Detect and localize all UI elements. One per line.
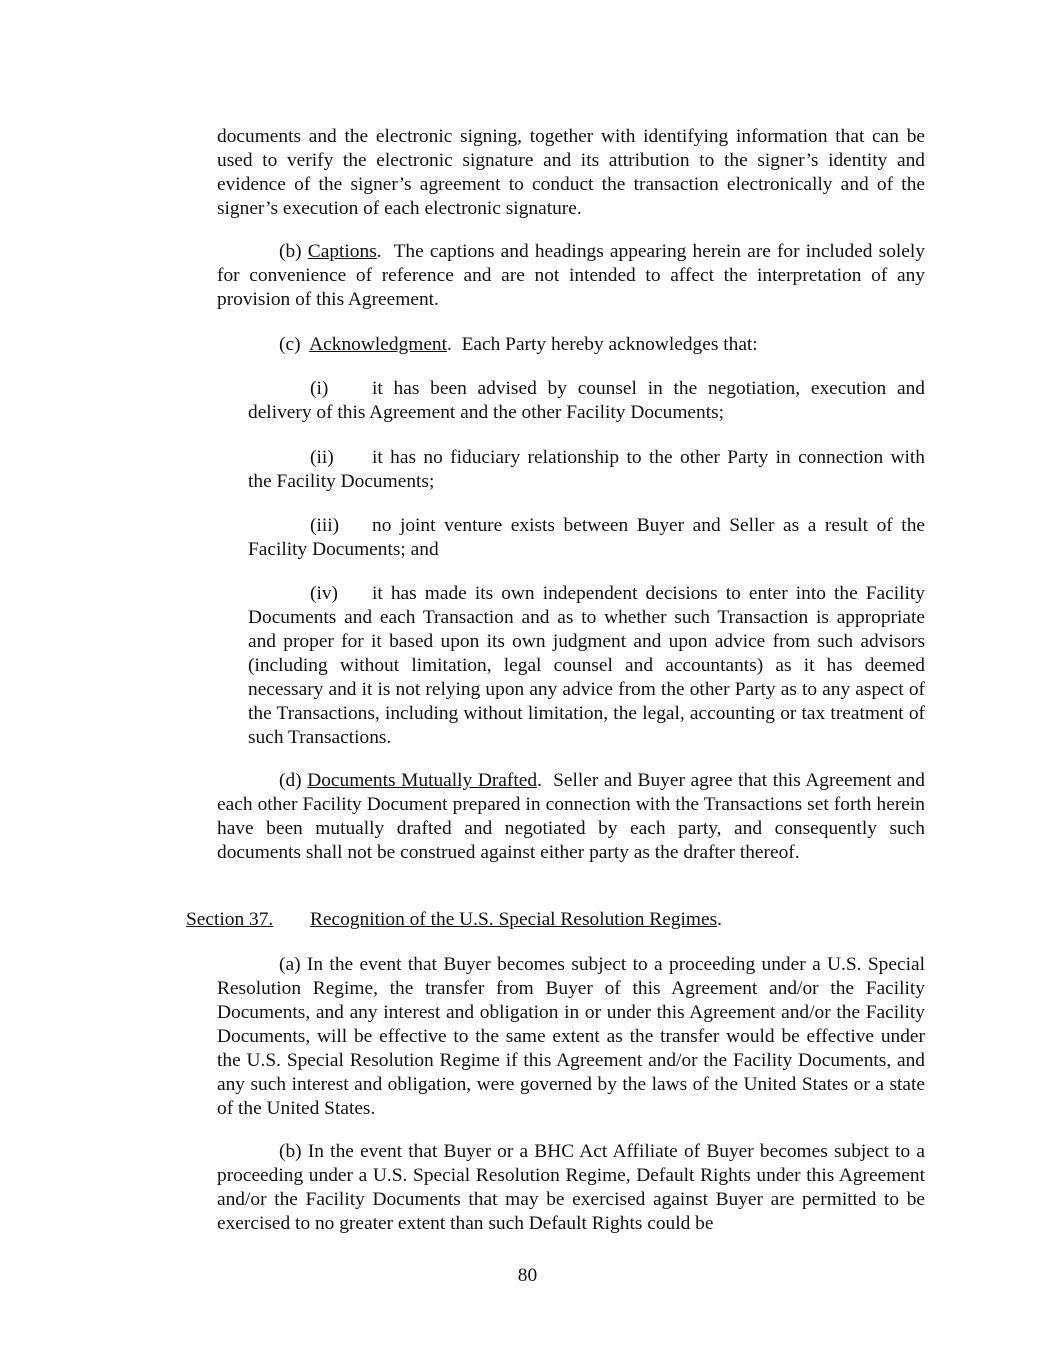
list-item-text: no joint venture exists between Buyer and Seller as a result of the Facility Documents; and	[248, 515, 925, 560]
list-item-label: (i)	[310, 378, 329, 399]
list-item-text: it has no fiduciary relationship to the other Party in connection with the Facility Documents;	[248, 447, 925, 492]
list-item-label: (iii)	[310, 515, 340, 536]
paragraph-b-captions: (b) Captions. The captions and headings appearing herein are for included solely for convenience of reference and are not intended to affect the interpretation of any provision of this Agreement.	[217, 241, 925, 310]
list-item-i	[248, 377, 925, 425]
paragraph-heading: Captions	[307, 241, 377, 262]
list-item-label: (ii)	[310, 447, 334, 468]
list-item-iii	[248, 514, 925, 562]
page-number: 80	[517, 1265, 538, 1286]
paragraph-text: documents and the electronic signing, together with identifying information that can be used to verify the electronic signature and its attribution to the signer’s identity and evidence of the signer’s agreement to conduct the transaction electronically and of the signer’s execution of each electronic signature.	[217, 126, 925, 219]
paragraph-c-acknowledgment: (c) Acknowledgment. Each Party hereby acknowledges that:	[279, 334, 758, 355]
section-paragraph-b	[217, 1140, 925, 1236]
section-paragraph-a	[217, 953, 925, 1121]
paragraph-text: In the event that Buyer becomes subject to a proceeding under a U.S. Special Resolution Regime, the transfer from Buyer of this Agreement and/or the Facility Documents, and any interest and obligation in or under this Agreement and/or the Facility Documents, will be effective to the same extent as the transfer would be effective under the U.S. Special Resolution Regime if this Agreement and/or the Facility Documents, and any such interest and obligation, were governed by the laws of the United States or a state of the United States.	[217, 954, 925, 1119]
paragraph-intro-continuation	[217, 125, 925, 221]
paragraph-label: (d)	[279, 770, 302, 791]
section-title: Recognition of the U.S. Special Resolution Regimes	[310, 909, 718, 930]
paragraph-label: (b)	[279, 241, 302, 262]
paragraph-heading: Documents Mutually Drafted	[307, 770, 538, 791]
section-number: Section 37.	[186, 909, 274, 930]
paragraph-text: Seller and Buyer agree that this Agreement and each other Facility Document prepared in connection with the Transactions set forth herein have been mutually drafted and negotiated by each party, and consequently such documents shall not be construed against either party as the drafter thereof.	[217, 770, 925, 863]
paragraph-label: (c)	[279, 334, 301, 355]
paragraph-text: The captions and headings appearing herein are for included solely for convenience of reference and are not intended to affect the interpretation of any provision of this Agreement.	[217, 241, 925, 310]
list-item-ii	[248, 446, 925, 494]
list-item-text: it has been advised by counsel in the negotiation, execution and delivery of this Agreement and the other Facility Documents;	[248, 378, 925, 423]
list-item-iv	[248, 582, 925, 750]
section-heading: Section 37. Recognition of the U.S. Special Resolution Regimes.	[186, 909, 723, 930]
paragraph-heading: Acknowledgment	[309, 334, 448, 355]
paragraph-text: Each Party hereby acknowledges that:	[461, 334, 758, 355]
paragraph-label: (b)	[279, 1141, 302, 1162]
paragraph-label: (a)	[279, 954, 301, 975]
paragraph-d-documents: (d) Documents Mutually Drafted. Seller and Buyer agree that this Agreement and each other Facility Document prepared in connection with the Transactions set forth herein have been mutually drafted and negotiated by each party, and consequently such documents shall not be construed against either party as the drafter thereof.	[217, 770, 925, 863]
list-item-text: it has made its own independent decisions to enter into the Facility Documents and each Transaction and as to whether such Transaction is appropriate and proper for it based upon its own judgment and upon advice from such advisors (including without limitation, legal counsel and accountants) as it has deemed necessary and it is not relying upon any advice from the other Party as to any aspect of the Transactions, including without limitation, the legal, accounting or tax treatment of such Transactions.	[248, 583, 925, 748]
paragraph-text: In the event that Buyer or a BHC Act Affiliate of Buyer becomes subject to a proceeding under a U.S. Special Resolution Regime, Default Rights under this Agreement and/or the Facility Documents that may be exercised against Buyer are permitted to be exercised to no greater extent than such Default Rights could be	[217, 1141, 925, 1234]
list-item-label: (iv)	[310, 583, 338, 604]
